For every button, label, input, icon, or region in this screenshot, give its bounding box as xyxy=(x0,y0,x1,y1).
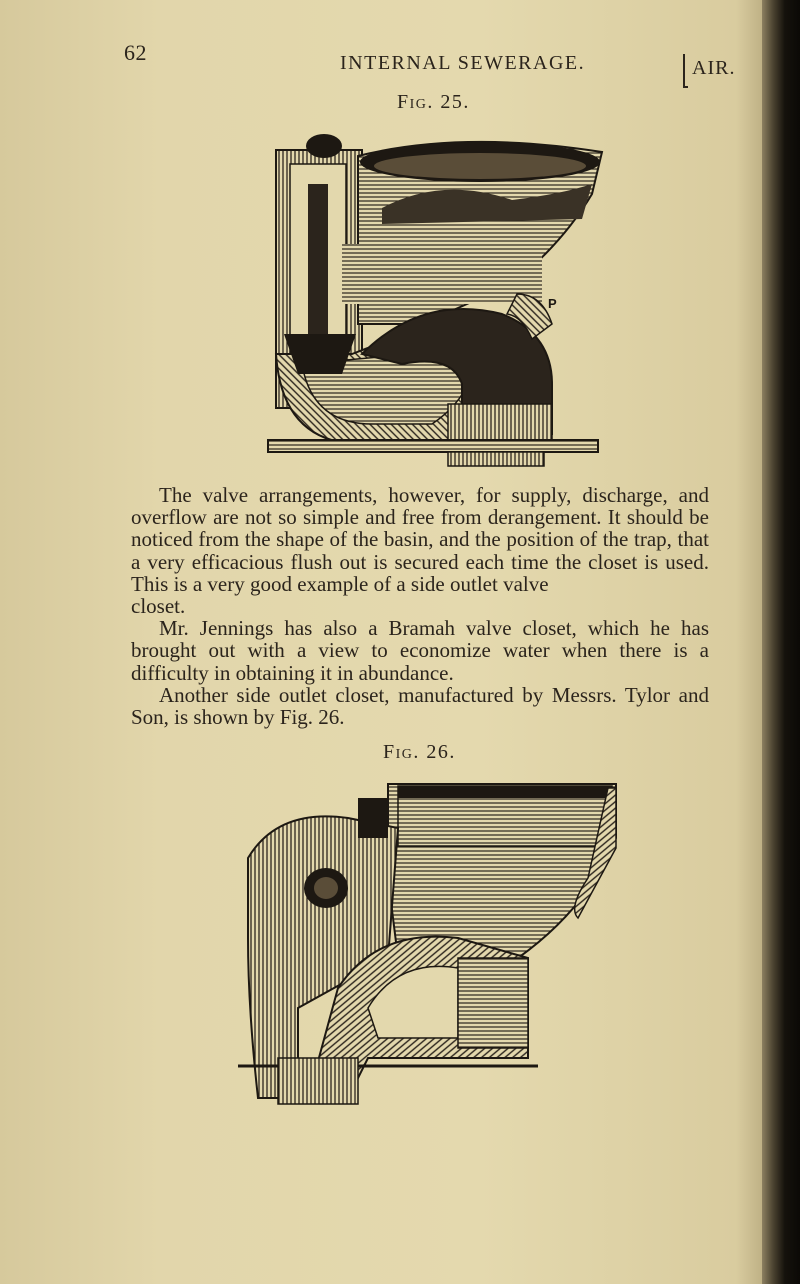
tylor-closet-engraving xyxy=(238,758,622,1108)
valve-closet-engraving xyxy=(262,124,608,474)
body-text xyxy=(131,484,709,728)
section-mark-text: AIR. xyxy=(692,57,736,79)
section-mark xyxy=(683,54,735,88)
book-spine-shadow xyxy=(762,0,800,1284)
paragraph-3: Another side outlet closet, manufactured by Messrs. Tylor and Son, is shown by Fig. 26. xyxy=(131,682,709,730)
figure-26-illustration xyxy=(238,758,622,1108)
running-title: INTERNAL SEWERAGE. xyxy=(340,52,586,74)
figure-26-caption: Fig. 26. xyxy=(383,741,456,763)
paragraph-1-end: closet. xyxy=(131,594,186,619)
figure-25-illustration xyxy=(262,124,608,474)
figure-25-caption: Fig. 25. xyxy=(397,91,470,113)
paragraph-1: The valve arrangements, however, for supply, discharge, and overflow are not so simple and free from derangement. It should be noticed from the shape of the basin, and the position of the trap, that a very efficacious flush out is secured each time the closet is used. This is a very good example of a side outlet valve xyxy=(131,483,709,596)
page-number: 62 xyxy=(124,40,147,65)
bracket-icon xyxy=(683,54,688,88)
figure-25-label-p: P xyxy=(548,296,557,311)
paragraph-2: Mr. Jennings has also a Bramah valve closet, which he has brought out with a view to economize water when there is a difficulty in obtaining it in abundance. xyxy=(131,616,709,685)
